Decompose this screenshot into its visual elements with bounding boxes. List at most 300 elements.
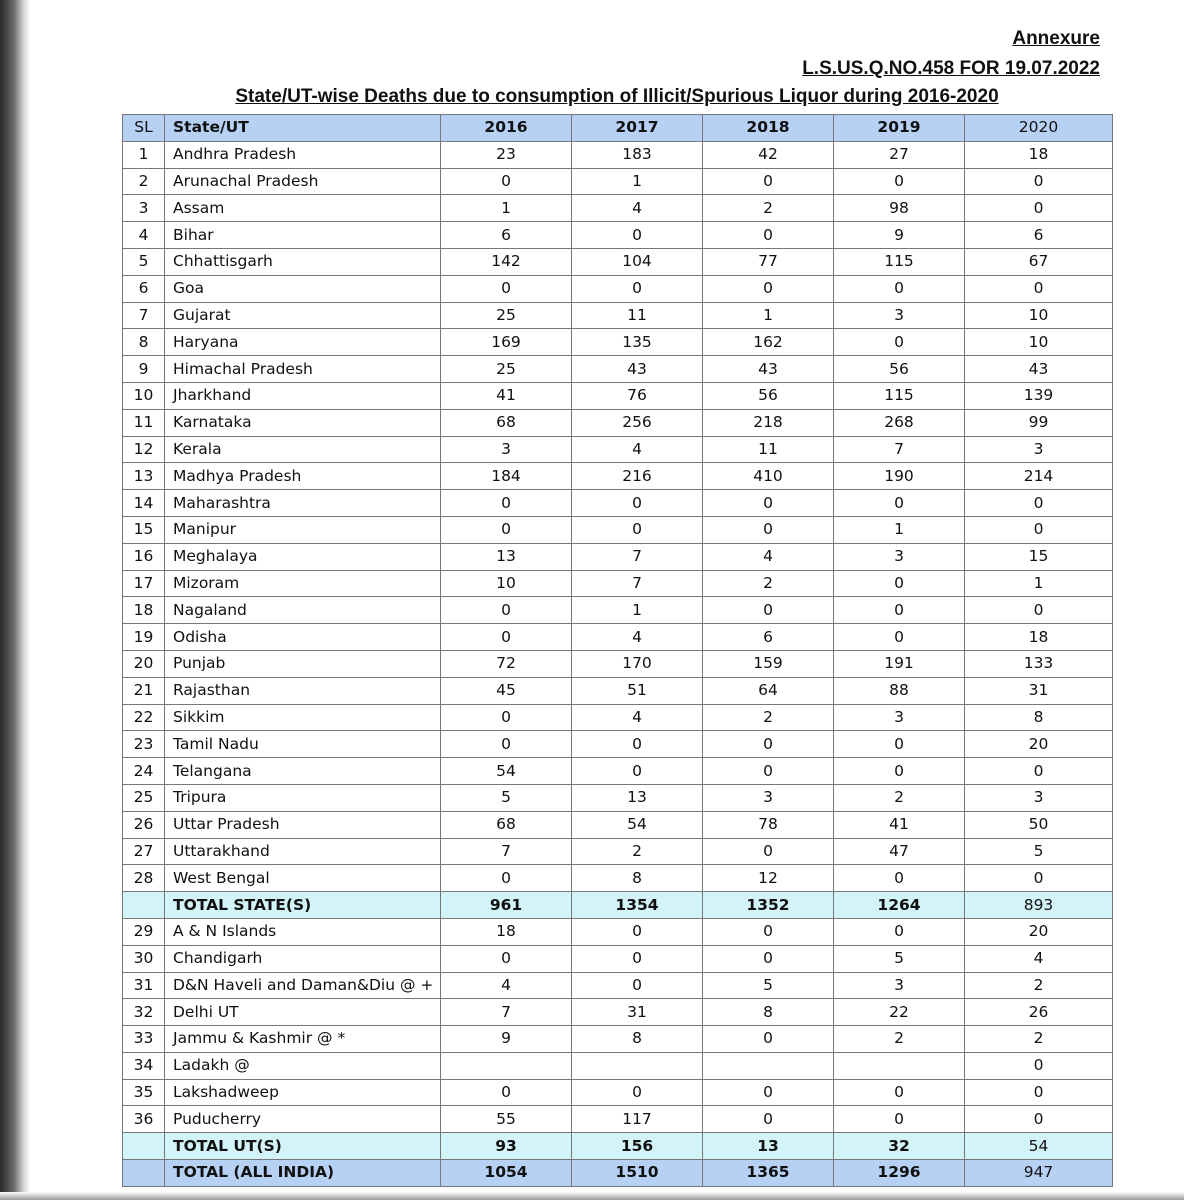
value-2020-cell: 67 <box>965 248 1113 275</box>
value-2019-cell: 88 <box>834 677 965 704</box>
value-2017-cell: 0 <box>572 490 703 517</box>
value-2017-cell: 0 <box>572 731 703 758</box>
value-2018-cell: 13 <box>703 1133 834 1160</box>
sl-cell: 17 <box>123 570 165 597</box>
value-2018-cell: 162 <box>703 329 834 356</box>
value-2020-cell: 10 <box>965 302 1113 329</box>
value-2018-cell: 0 <box>703 945 834 972</box>
state-cell: Bihar <box>165 222 441 249</box>
value-2016-cell: 3 <box>441 436 572 463</box>
state-cell: Goa <box>165 275 441 302</box>
header-2020: 2020 <box>965 115 1113 142</box>
value-2018-cell: 64 <box>703 677 834 704</box>
value-2020-cell: 5 <box>965 838 1113 865</box>
value-2019-cell: 190 <box>834 463 965 490</box>
state-cell: Madhya Pradesh <box>165 463 441 490</box>
state-cell: Kerala <box>165 436 441 463</box>
value-2020-cell: 20 <box>965 918 1113 945</box>
value-2016-cell: 13 <box>441 543 572 570</box>
value-2016-cell: 54 <box>441 758 572 785</box>
value-2017-cell: 1510 <box>572 1160 703 1187</box>
value-2019-cell: 0 <box>834 918 965 945</box>
value-2016-cell: 68 <box>441 811 572 838</box>
value-2020-cell: 0 <box>965 168 1113 195</box>
header-2017: 2017 <box>572 115 703 142</box>
sl-cell: 11 <box>123 409 165 436</box>
value-2018-cell: 6 <box>703 624 834 651</box>
table-row <box>123 704 1113 731</box>
value-2019-cell: 0 <box>834 275 965 302</box>
table-row <box>123 356 1113 383</box>
sl-cell: 3 <box>123 195 165 222</box>
sl-cell: 9 <box>123 356 165 383</box>
value-2020-cell: 0 <box>965 1052 1113 1079</box>
value-2017-cell: 4 <box>572 624 703 651</box>
table-row <box>123 222 1113 249</box>
sl-cell <box>123 1160 165 1187</box>
value-2019-cell: 5 <box>834 945 965 972</box>
table-row <box>123 302 1113 329</box>
value-2017-cell: 11 <box>572 302 703 329</box>
value-2019-cell: 7 <box>834 436 965 463</box>
value-2016-cell: 0 <box>441 865 572 892</box>
value-2017-cell: 156 <box>572 1133 703 1160</box>
value-2020-cell: 50 <box>965 811 1113 838</box>
table-row <box>123 436 1113 463</box>
value-2019-cell: 1296 <box>834 1160 965 1187</box>
table-row <box>123 865 1113 892</box>
table-row <box>123 597 1113 624</box>
document-title: State/UT-wise Deaths due to consumption of Illicit/Spurious Liquor during 2016-2020 <box>235 86 999 107</box>
table-row <box>123 758 1113 785</box>
value-2019-cell: 9 <box>834 222 965 249</box>
value-2018-cell: 56 <box>703 382 834 409</box>
value-2020-cell: 2 <box>965 972 1113 999</box>
sl-cell: 23 <box>123 731 165 758</box>
value-2017-cell: 1 <box>572 168 703 195</box>
value-2020-cell: 26 <box>965 999 1113 1026</box>
sl-cell: 19 <box>123 624 165 651</box>
value-2019-cell: 47 <box>834 838 965 865</box>
value-2019-cell: 0 <box>834 168 965 195</box>
value-2018-cell: 2 <box>703 704 834 731</box>
deaths-table <box>122 114 1113 1187</box>
value-2017-cell <box>572 1052 703 1079</box>
value-2017-cell: 2 <box>572 838 703 865</box>
value-2020-cell: 139 <box>965 382 1113 409</box>
value-2018-cell: 42 <box>703 141 834 168</box>
value-2017-cell: 54 <box>572 811 703 838</box>
sl-cell: 31 <box>123 972 165 999</box>
table-row <box>123 999 1113 1026</box>
page-bottom-edge <box>0 1192 1184 1200</box>
value-2018-cell: 1 <box>703 302 834 329</box>
value-2017-cell: 4 <box>572 436 703 463</box>
sl-cell: 16 <box>123 543 165 570</box>
sl-cell: 25 <box>123 784 165 811</box>
value-2016-cell: 93 <box>441 1133 572 1160</box>
value-2017-cell: 4 <box>572 195 703 222</box>
value-2018-cell: 0 <box>703 1026 834 1053</box>
value-2016-cell: 18 <box>441 918 572 945</box>
value-2018-cell: 0 <box>703 597 834 624</box>
value-2017-cell: 51 <box>572 677 703 704</box>
value-2020-cell: 0 <box>965 758 1113 785</box>
value-2016-cell: 4 <box>441 972 572 999</box>
table-row <box>123 516 1113 543</box>
question-number: L.S.US.Q.NO.458 FOR 19.07.2022 <box>802 58 1100 79</box>
value-2016-cell: 10 <box>441 570 572 597</box>
table-row <box>123 918 1113 945</box>
table-row <box>123 490 1113 517</box>
table-row <box>123 784 1113 811</box>
value-2017-cell: 31 <box>572 999 703 1026</box>
value-2019-cell: 1264 <box>834 892 965 919</box>
value-2019-cell: 98 <box>834 195 965 222</box>
value-2020-cell: 6 <box>965 222 1113 249</box>
sl-cell: 8 <box>123 329 165 356</box>
sl-cell: 20 <box>123 650 165 677</box>
table-body <box>123 141 1113 1186</box>
value-2019-cell: 32 <box>834 1133 965 1160</box>
value-2019-cell: 3 <box>834 543 965 570</box>
value-2019-cell: 0 <box>834 597 965 624</box>
value-2020-cell: 3 <box>965 436 1113 463</box>
value-2016-cell: 25 <box>441 302 572 329</box>
state-cell: Himachal Pradesh <box>165 356 441 383</box>
state-cell: Arunachal Pradesh <box>165 168 441 195</box>
table-row <box>123 141 1113 168</box>
value-2016-cell: 0 <box>441 731 572 758</box>
state-cell: Chhattisgarh <box>165 248 441 275</box>
value-2016-cell: 142 <box>441 248 572 275</box>
sl-cell: 2 <box>123 168 165 195</box>
value-2017-cell: 104 <box>572 248 703 275</box>
value-2017-cell: 8 <box>572 865 703 892</box>
value-2019-cell: 56 <box>834 356 965 383</box>
value-2018-cell: 0 <box>703 168 834 195</box>
value-2020-cell: 18 <box>965 141 1113 168</box>
value-2020-cell: 0 <box>965 597 1113 624</box>
value-2017-cell: 0 <box>572 222 703 249</box>
value-2017-cell: 256 <box>572 409 703 436</box>
state-cell: Odisha <box>165 624 441 651</box>
value-2018-cell: 43 <box>703 356 834 383</box>
table-row <box>123 677 1113 704</box>
table-row <box>123 650 1113 677</box>
value-2017-cell: 76 <box>572 382 703 409</box>
value-2017-cell: 43 <box>572 356 703 383</box>
state-cell: Chandigarh <box>165 945 441 972</box>
value-2016-cell: 0 <box>441 275 572 302</box>
value-2020-cell: 15 <box>965 543 1113 570</box>
value-2016-cell: 0 <box>441 516 572 543</box>
sl-cell: 22 <box>123 704 165 731</box>
value-2017-cell: 1 <box>572 597 703 624</box>
sl-cell: 1 <box>123 141 165 168</box>
value-2016-cell: 184 <box>441 463 572 490</box>
table-row <box>123 811 1113 838</box>
value-2019-cell: 191 <box>834 650 965 677</box>
state-cell: Haryana <box>165 329 441 356</box>
table-row <box>123 570 1113 597</box>
value-2016-cell: 0 <box>441 1079 572 1106</box>
value-2016-cell: 0 <box>441 624 572 651</box>
sl-cell: 33 <box>123 1026 165 1053</box>
value-2018-cell: 0 <box>703 275 834 302</box>
value-2016-cell: 72 <box>441 650 572 677</box>
value-2020-cell: 31 <box>965 677 1113 704</box>
value-2017-cell: 0 <box>572 945 703 972</box>
value-2018-cell: 1365 <box>703 1160 834 1187</box>
value-2020-cell: 8 <box>965 704 1113 731</box>
state-cell: Puducherry <box>165 1106 441 1133</box>
value-2018-cell <box>703 1052 834 1079</box>
state-cell: Mizoram <box>165 570 441 597</box>
table-row <box>123 624 1113 651</box>
value-2020-cell: 1 <box>965 570 1113 597</box>
value-2019-cell: 0 <box>834 1079 965 1106</box>
value-2020-cell: 99 <box>965 409 1113 436</box>
value-2016-cell: 25 <box>441 356 572 383</box>
value-2019-cell: 0 <box>834 570 965 597</box>
state-cell: Uttarakhand <box>165 838 441 865</box>
value-2018-cell: 8 <box>703 999 834 1026</box>
table-row <box>123 543 1113 570</box>
state-cell: Manipur <box>165 516 441 543</box>
table-row <box>123 1079 1113 1106</box>
value-2018-cell: 0 <box>703 838 834 865</box>
table-row <box>123 1052 1113 1079</box>
state-cell: Punjab <box>165 650 441 677</box>
sl-cell <box>123 1133 165 1160</box>
header-sl: SL <box>123 115 165 142</box>
value-2017-cell: 13 <box>572 784 703 811</box>
value-2016-cell: 68 <box>441 409 572 436</box>
value-2019-cell: 22 <box>834 999 965 1026</box>
state-cell: Jammu & Kashmir @ * <box>165 1026 441 1053</box>
state-cell: D&N Haveli and Daman&Diu @ + <box>165 972 441 999</box>
value-2018-cell: 0 <box>703 918 834 945</box>
value-2019-cell: 115 <box>834 382 965 409</box>
sl-cell <box>123 892 165 919</box>
value-2019-cell: 2 <box>834 784 965 811</box>
table-row <box>123 838 1113 865</box>
sl-cell: 15 <box>123 516 165 543</box>
value-2017-cell: 135 <box>572 329 703 356</box>
value-2018-cell: 5 <box>703 972 834 999</box>
value-2018-cell: 4 <box>703 543 834 570</box>
value-2016-cell: 0 <box>441 490 572 517</box>
total-uts-row <box>123 1133 1113 1160</box>
state-cell: Telangana <box>165 758 441 785</box>
value-2019-cell: 0 <box>834 1106 965 1133</box>
state-cell: TOTAL (ALL INDIA) <box>165 1160 441 1187</box>
value-2020-cell: 43 <box>965 356 1113 383</box>
value-2018-cell: 0 <box>703 490 834 517</box>
value-2019-cell: 3 <box>834 302 965 329</box>
state-cell: TOTAL STATE(S) <box>165 892 441 919</box>
value-2019-cell: 0 <box>834 731 965 758</box>
state-cell: Tripura <box>165 784 441 811</box>
value-2016-cell: 55 <box>441 1106 572 1133</box>
value-2016-cell: 0 <box>441 168 572 195</box>
value-2017-cell: 8 <box>572 1026 703 1053</box>
header-2016: 2016 <box>441 115 572 142</box>
value-2020-cell: 20 <box>965 731 1113 758</box>
state-cell: Jharkhand <box>165 382 441 409</box>
state-cell: Uttar Pradesh <box>165 811 441 838</box>
value-2018-cell: 0 <box>703 516 834 543</box>
sl-cell: 6 <box>123 275 165 302</box>
sl-cell: 10 <box>123 382 165 409</box>
page-edge-shadow <box>0 0 30 1200</box>
sl-cell: 5 <box>123 248 165 275</box>
value-2020-cell: 0 <box>965 1106 1113 1133</box>
value-2020-cell: 3 <box>965 784 1113 811</box>
table-row <box>123 382 1113 409</box>
value-2020-cell: 10 <box>965 329 1113 356</box>
total-all-india-row <box>123 1160 1113 1187</box>
value-2018-cell: 218 <box>703 409 834 436</box>
table-row <box>123 168 1113 195</box>
value-2018-cell: 0 <box>703 1079 834 1106</box>
sl-cell: 32 <box>123 999 165 1026</box>
value-2018-cell: 159 <box>703 650 834 677</box>
value-2018-cell: 11 <box>703 436 834 463</box>
value-2016-cell: 961 <box>441 892 572 919</box>
value-2016-cell: 1 <box>441 195 572 222</box>
value-2020-cell: 133 <box>965 650 1113 677</box>
state-cell: Rajasthan <box>165 677 441 704</box>
state-cell: Tamil Nadu <box>165 731 441 758</box>
sl-cell: 35 <box>123 1079 165 1106</box>
value-2018-cell: 78 <box>703 811 834 838</box>
value-2016-cell: 5 <box>441 784 572 811</box>
value-2020-cell: 2 <box>965 1026 1113 1053</box>
sl-cell: 34 <box>123 1052 165 1079</box>
state-cell: Maharashtra <box>165 490 441 517</box>
header-2019: 2019 <box>834 115 965 142</box>
value-2020-cell: 0 <box>965 1079 1113 1106</box>
value-2016-cell: 45 <box>441 677 572 704</box>
state-cell: Sikkim <box>165 704 441 731</box>
sl-cell: 7 <box>123 302 165 329</box>
value-2020-cell: 0 <box>965 865 1113 892</box>
value-2019-cell: 0 <box>834 624 965 651</box>
annexure-label: Annexure <box>1012 28 1100 49</box>
state-cell: West Bengal <box>165 865 441 892</box>
table-row <box>123 248 1113 275</box>
sl-cell: 18 <box>123 597 165 624</box>
total-states-row <box>123 892 1113 919</box>
value-2020-cell: 0 <box>965 195 1113 222</box>
table-row <box>123 1106 1113 1133</box>
value-2017-cell: 0 <box>572 918 703 945</box>
table-row <box>123 731 1113 758</box>
value-2016-cell: 0 <box>441 597 572 624</box>
state-cell: Nagaland <box>165 597 441 624</box>
value-2016-cell: 1054 <box>441 1160 572 1187</box>
value-2016-cell: 9 <box>441 1026 572 1053</box>
value-2018-cell: 77 <box>703 248 834 275</box>
state-cell: TOTAL UT(S) <box>165 1133 441 1160</box>
table-row <box>123 463 1113 490</box>
value-2020-cell: 214 <box>965 463 1113 490</box>
header-2018: 2018 <box>703 115 834 142</box>
value-2020-cell: 893 <box>965 892 1113 919</box>
value-2018-cell: 410 <box>703 463 834 490</box>
value-2018-cell: 3 <box>703 784 834 811</box>
value-2020-cell: 947 <box>965 1160 1113 1187</box>
value-2018-cell: 1352 <box>703 892 834 919</box>
state-cell: Karnataka <box>165 409 441 436</box>
state-cell: Lakshadweep <box>165 1079 441 1106</box>
table-row <box>123 329 1113 356</box>
value-2017-cell: 0 <box>572 972 703 999</box>
state-cell: Delhi UT <box>165 999 441 1026</box>
value-2020-cell: 0 <box>965 275 1113 302</box>
value-2017-cell: 4 <box>572 704 703 731</box>
value-2016-cell: 7 <box>441 838 572 865</box>
sl-cell: 27 <box>123 838 165 865</box>
value-2016-cell: 0 <box>441 945 572 972</box>
value-2018-cell: 0 <box>703 222 834 249</box>
sl-cell: 12 <box>123 436 165 463</box>
value-2018-cell: 12 <box>703 865 834 892</box>
table-row <box>123 945 1113 972</box>
value-2019-cell: 3 <box>834 704 965 731</box>
value-2017-cell: 1354 <box>572 892 703 919</box>
value-2018-cell: 0 <box>703 758 834 785</box>
sl-cell: 30 <box>123 945 165 972</box>
value-2020-cell: 4 <box>965 945 1113 972</box>
sl-cell: 24 <box>123 758 165 785</box>
value-2019-cell: 0 <box>834 490 965 517</box>
value-2016-cell: 0 <box>441 704 572 731</box>
value-2020-cell: 18 <box>965 624 1113 651</box>
value-2017-cell: 216 <box>572 463 703 490</box>
table-row <box>123 195 1113 222</box>
sl-cell: 13 <box>123 463 165 490</box>
header-state-ut: State/UT <box>165 115 441 142</box>
sl-cell: 21 <box>123 677 165 704</box>
value-2017-cell: 183 <box>572 141 703 168</box>
value-2019-cell: 0 <box>834 758 965 785</box>
value-2017-cell: 7 <box>572 570 703 597</box>
table-header-row <box>123 115 1113 142</box>
sl-cell: 14 <box>123 490 165 517</box>
value-2017-cell: 0 <box>572 1079 703 1106</box>
table-row <box>123 972 1113 999</box>
value-2019-cell: 115 <box>834 248 965 275</box>
value-2020-cell: 0 <box>965 490 1113 517</box>
value-2016-cell: 7 <box>441 999 572 1026</box>
value-2019-cell: 27 <box>834 141 965 168</box>
table-row <box>123 1026 1113 1053</box>
value-2019-cell: 268 <box>834 409 965 436</box>
value-2017-cell: 0 <box>572 758 703 785</box>
value-2018-cell: 2 <box>703 195 834 222</box>
value-2017-cell: 0 <box>572 275 703 302</box>
value-2019-cell: 2 <box>834 1026 965 1053</box>
value-2019-cell: 0 <box>834 865 965 892</box>
state-cell: Ladakh @ <box>165 1052 441 1079</box>
state-cell: A & N Islands <box>165 918 441 945</box>
state-cell: Gujarat <box>165 302 441 329</box>
sl-cell: 28 <box>123 865 165 892</box>
value-2019-cell: 41 <box>834 811 965 838</box>
